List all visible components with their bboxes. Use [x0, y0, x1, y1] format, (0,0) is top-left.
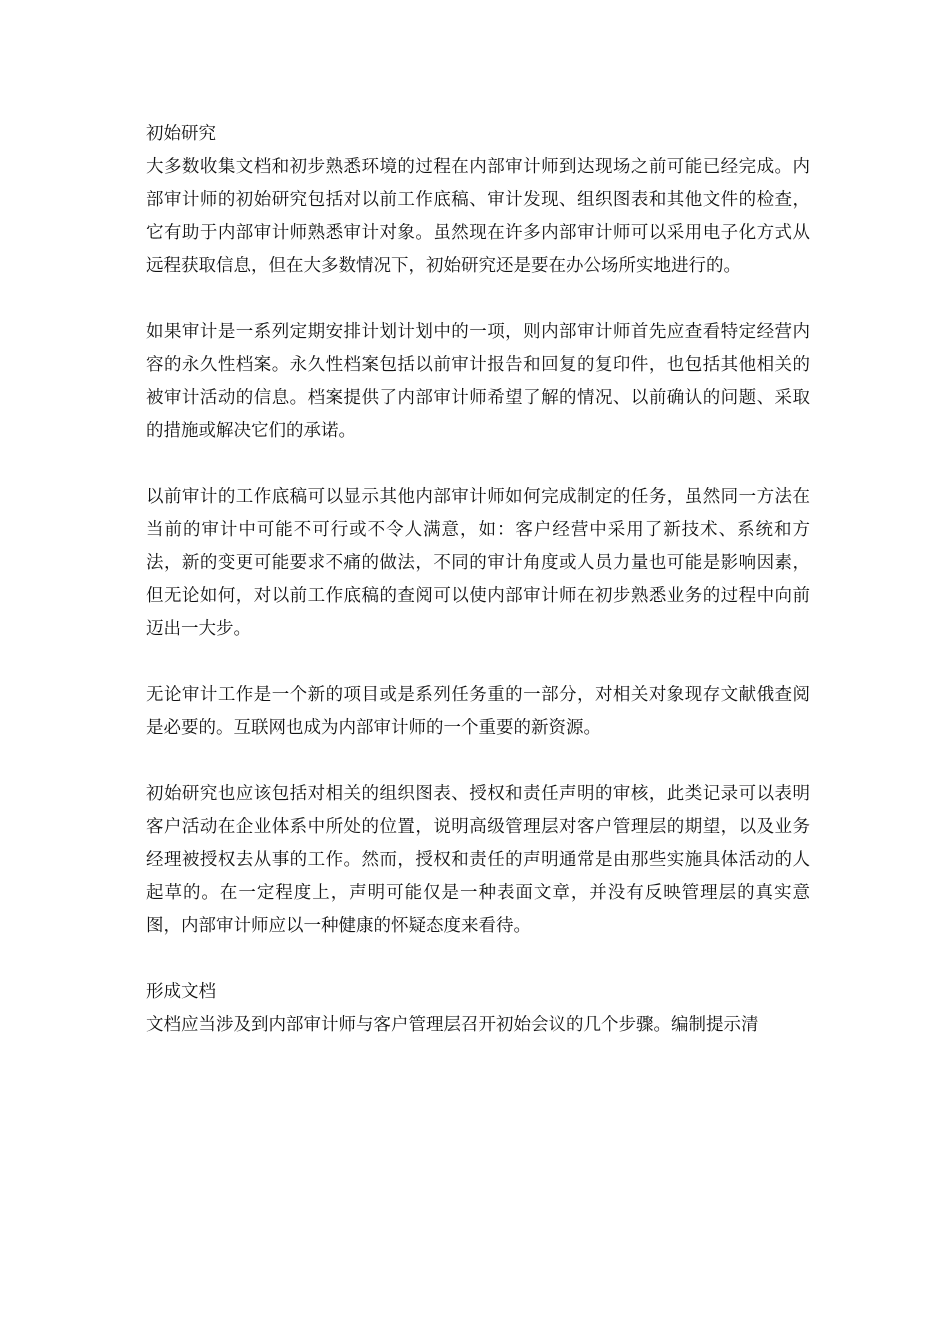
document-body — [146, 118, 810, 1042]
paragraph: 初始研究也应该包括对相关的组织图表、授权和责任声明的审核，此类记录可以表明客户活动在企业体系中所处的位置，说明高级管理层对客户管理层的期望，以及业务经理被授权去从事的工作。然而，授权和责任的声明通常是由那些实施具体活动的人起草的。在一定程度上，声明可能仅是一种表面文章，并没有反映管理层的真实意图，内部审计师应以一种健康的怀疑态度来看待。 — [146, 784, 810, 936]
paragraph: 无论审计工作是一个新的项目或是系列任务重的一部分，对相关对象现存文献俄查阅是必要的。互联网也成为内部审计师的一个重要的新资源。 — [146, 685, 810, 738]
section-heading-initial-research: 初始研究 — [146, 124, 216, 144]
paragraph: 以前审计的工作底稿可以显示其他内部审计师如何完成制定的任务，虽然同一方法在当前的审计中可能不可行或不令人满意，如：客户经营中采用了新技术、系统和方法，新的变更可能要求不痛的做法，不同的审计角度或人员力量也可能是影响因素，但无论如何，对以前工作底稿的查阅可以使内部审计师在初步熟悉业务的过程中向前迈出一大步。 — [146, 487, 810, 639]
paragraph: 大多数收集文档和初步熟悉环境的过程在内部审计师到达现场之前可能已经完成。内部审计师的初始研究包括对以前工作底稿、审计发现、组织图表和其他文件的检查，它有助于内部审计师熟悉审计对象。虽然现在许多内部审计师可以采用电子化方式从远程获取信息，但在大多数情况下，初始研究还是要在办公场所实地进行的。 — [146, 157, 810, 276]
paragraph: 如果审计是一系列定期安排计划计划中的一项，则内部审计师首先应查看特定经营内容的永久性档案。永久性档案包括以前审计报告和回复的复印件，也包括其他相关的被审计活动的信息。档案提供了内部审计师希望了解的情况、以前确认的问题、采取的措施或解决它们的承诺。 — [146, 322, 810, 441]
section-heading-documentation: 形成文档 — [146, 982, 216, 1002]
paragraph: 文档应当涉及到内部审计师与客户管理层召开初始会议的几个步骤。编制提示清 — [146, 1015, 759, 1035]
